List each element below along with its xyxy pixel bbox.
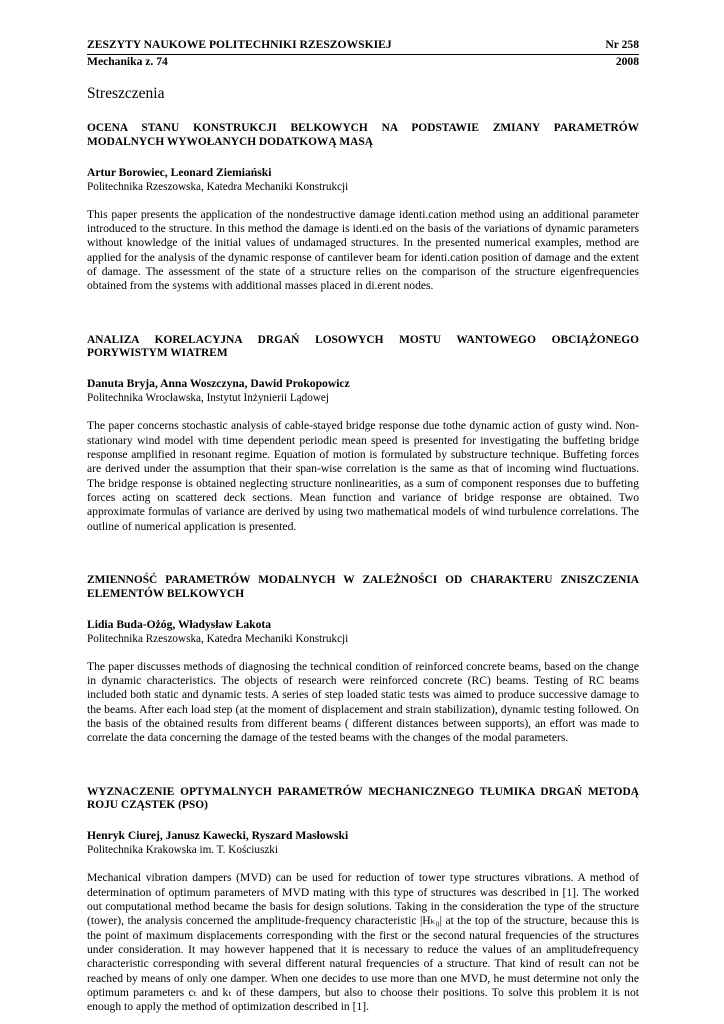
article-title: ZMIENNOŚĆ PARAMETRÓW MODALNYCH W ZALEŻNOŚCI OD CHARAKTERU ZNISZCZENIA ELEMENTÓW BELKOWYCH [87,574,639,600]
article [87,334,639,534]
article-authors: Danuta Bryja, Anna Woszczyna, Dawid Prokopowicz [87,377,350,391]
article-title: ANALIZA KORELACYJNA DRGAŃ LOSOWYCH MOSTU WANTOWEGO OBCIĄŻONEGO PORYWISTYM WIATREM [87,333,639,360]
page [87,38,639,1015]
journal-series: Mechanika z. 74 [87,54,168,68]
journal-subheader [87,55,639,70]
journal-header [87,38,639,55]
article-abstract: The paper concerns stochastic analysis of cable-stayed bridge response due tothe dynamic action of gusty wind. Non-stationary wind model with time dependent periodic mean speed is presented for investigating the buffeting bridge response amplified in resonant regime. Equation of motion is formulated by substructure technique. Buffeting forces are derived under the assumption that their span-wise correlation is the same as that of incoming wind fluctuations. The bridge response is obtained neglecting structure nonlinearities, as a sum of component responses due to buffeting forces acting on scattered deck sections. Mean function and variance of bridge response are obtained. Two approximate formulas of variance are derived by using two mathematical models of wind turbulence correlations. The outline of numerical application is presented. [87,419,639,533]
section-heading: Streszczenia [87,85,165,102]
article-authors: Lidia Buda-Ożóg, Władysław Łakota [87,617,272,631]
article-abstract: The paper discusses methods of diagnosing the technical condition of reinforced concrete beams, based on the change in dynamic characteristics. The objects of research were reinforced concrete (RC) beams. Testing of RC beams included both static and dynamic tests. A series of step loaded static tests was aimed to produce successive damage to the beams. After each load step (at the moment of displacement and strain stabilization), dynamic testing followed. On the basis of the obtained results from different beams ( different distances between supports), an effort was made to correlate the data concerning the damage of the tested beams with the changes of the modal parameters. [87,659,639,745]
article-affiliation: Politechnika Rzeszowska, Katedra Mechaniki Konstrukcji [87,632,349,645]
article-affiliation: Politechnika Krakowska im. T. Kościuszki [87,844,278,857]
article-authors: Henryk Ciurej, Janusz Kawecki, Ryszard Masłowski [87,829,349,843]
journal-year: 2008 [615,54,639,68]
article [87,786,639,1015]
article [87,574,639,746]
article-title: WYZNACZENIE OPTYMALNYCH PARAMETRÓW MECHANICZNEGO TŁUMIKA DRGAŃ METODĄ ROJU CZĄSTEK (PSO) [87,785,639,812]
article-authors: Artur Borowiec, Leonard Ziemiański [87,165,272,179]
article-abstract: This paper presents the application of the nondestructive damage identi.cation method using an additional parameter introduced to the structure. In this method the damage is identi.ed on the basis of the variations of dynamic parameters without knowledge of the initial values of undamaged structures. In the presented numerical examples, method are applied for the analysis of the dynamic response of cantilever beam for identi.cation position of damage and the extent of damage. The assessment of the state of a structure relies on the comparison of the structure eigenfrequencies obtained from the systems with additional masses placed in di.erent nodes. [87,207,639,293]
article-affiliation: Politechnika Rzeszowska, Katedra Mechaniki Konstrukcji [87,180,349,193]
article-affiliation: Politechnika Wrocławska, Instytut Inżynierii Lądowej [87,392,329,405]
article [87,122,639,294]
journal-number: Nr 258 [605,38,639,51]
journal-name: ZESZYTY NAUKOWE POLITECHNIKI RZESZOWSKIEJ [87,38,392,51]
article-title: OCENA STANU KONSTRUKCJI BELKOWYCH NA PODSTAWIE ZMIANY PARAMETRÓW MODALNYCH WYWOŁANYCH DODATKOWĄ MASĄ [87,122,639,148]
article-abstract: Mechanical vibration dampers (MVD) can be used for reduction of tower type structures vibrations. A method of determination of optimum parameters of MVD mating with this type of structures was described in [1]. The worked out computational method became the basis for design solutions. Taking in the consideration the type of the structure (tower), the analysis concerned the amplitude-frequency characteristic |Hₖ₀| at the top of the structure, because this is the point of maximum displacements corresponding with the first or the second natural frequencies of the structures under consideration. It may however happened that it is necessary to reduce the values of an amplitudefrequency characteristic corresponding with several different natural frequencies of a structure. That kind of result can not be reached by means of only one damper. When one decides to use more than one MVD, he must determine not only the optimum parameters cₜ and kₜ of these dampers, but also to choose their positions. To solve this problem it is not enough to apply the method of optimization described in [1]. [87,871,639,1014]
